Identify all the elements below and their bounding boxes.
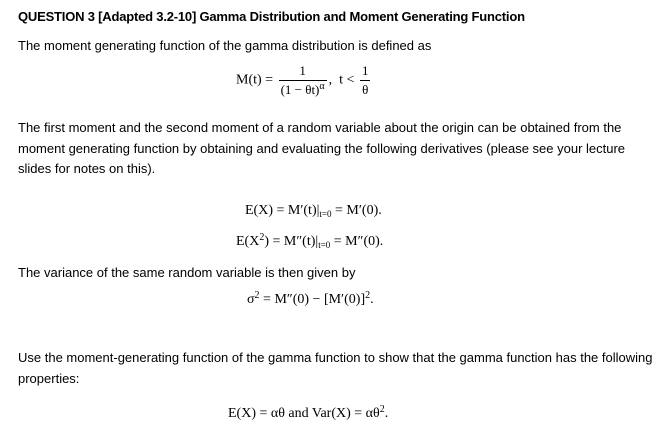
result-sup: 2 (379, 404, 385, 415)
mgf-denominator-exponent: α (319, 81, 325, 92)
mgf-condition-numerator: 1 (361, 63, 369, 78)
mgf-condition-fraction (360, 63, 371, 98)
mgf-denominator-base: (1 − θt) (280, 82, 320, 97)
mgf-lhs: M(t) = (236, 72, 274, 88)
second-moment-equation (236, 234, 383, 250)
moments-paragraph: The first moment and the second moment of a random variable about the origin can be obtained from the moment generating function by obtaining and evaluating the following derivatives (please see your lecture slides for notes on this). (18, 120, 626, 176)
variance-sup-2: 2 (365, 290, 371, 301)
first-moment-rhs: = M′(0). (331, 203, 382, 218)
second-moment-lhs-sup: 2 (259, 232, 265, 243)
result-end: . (384, 406, 389, 421)
mgf-separator: , (328, 72, 333, 88)
mgf-condition-denominator: θ (360, 80, 371, 98)
variance-rhs: = M″(0) − [M′(0)] (259, 292, 366, 307)
mgf-numerator: 1 (299, 63, 306, 78)
result-main: E(X) = αθ and Var(X) = αθ (228, 406, 380, 421)
variance-sup-1: 2 (254, 290, 260, 301)
variance-equation (247, 292, 374, 308)
variance-sigma: σ (247, 292, 255, 307)
second-moment-lhs-b: ) = M″(t)| (264, 234, 319, 249)
variance-text: The variance of the same random variable is then given by (18, 265, 356, 280)
first-moment-equation (245, 203, 382, 219)
mgf-fraction (279, 63, 327, 98)
first-moment-lhs: E(X) = M′(t)| (245, 203, 320, 218)
mgf-denominator (279, 80, 327, 98)
result-equation (228, 406, 388, 422)
intro-text: The moment generating function of the gamma distribution is defined as (18, 38, 432, 53)
second-moment-rhs: = M″(0). (330, 234, 384, 249)
second-moment-lhs-a: E(X (236, 234, 260, 249)
first-moment-subscript: t=0 (319, 209, 332, 219)
question-heading: QUESTION 3 [Adapted 3.2-10] Gamma Distribution and Moment Generating Function (18, 9, 525, 24)
second-moment-subscript: t=0 (318, 240, 331, 250)
variance-end: . (370, 292, 374, 307)
mgf-condition-lhs: t < (339, 72, 355, 88)
task-paragraph: Use the moment-generating function of the gamma function to show that the gamma function has the following properties: (18, 350, 653, 386)
mgf-equation (236, 63, 372, 98)
